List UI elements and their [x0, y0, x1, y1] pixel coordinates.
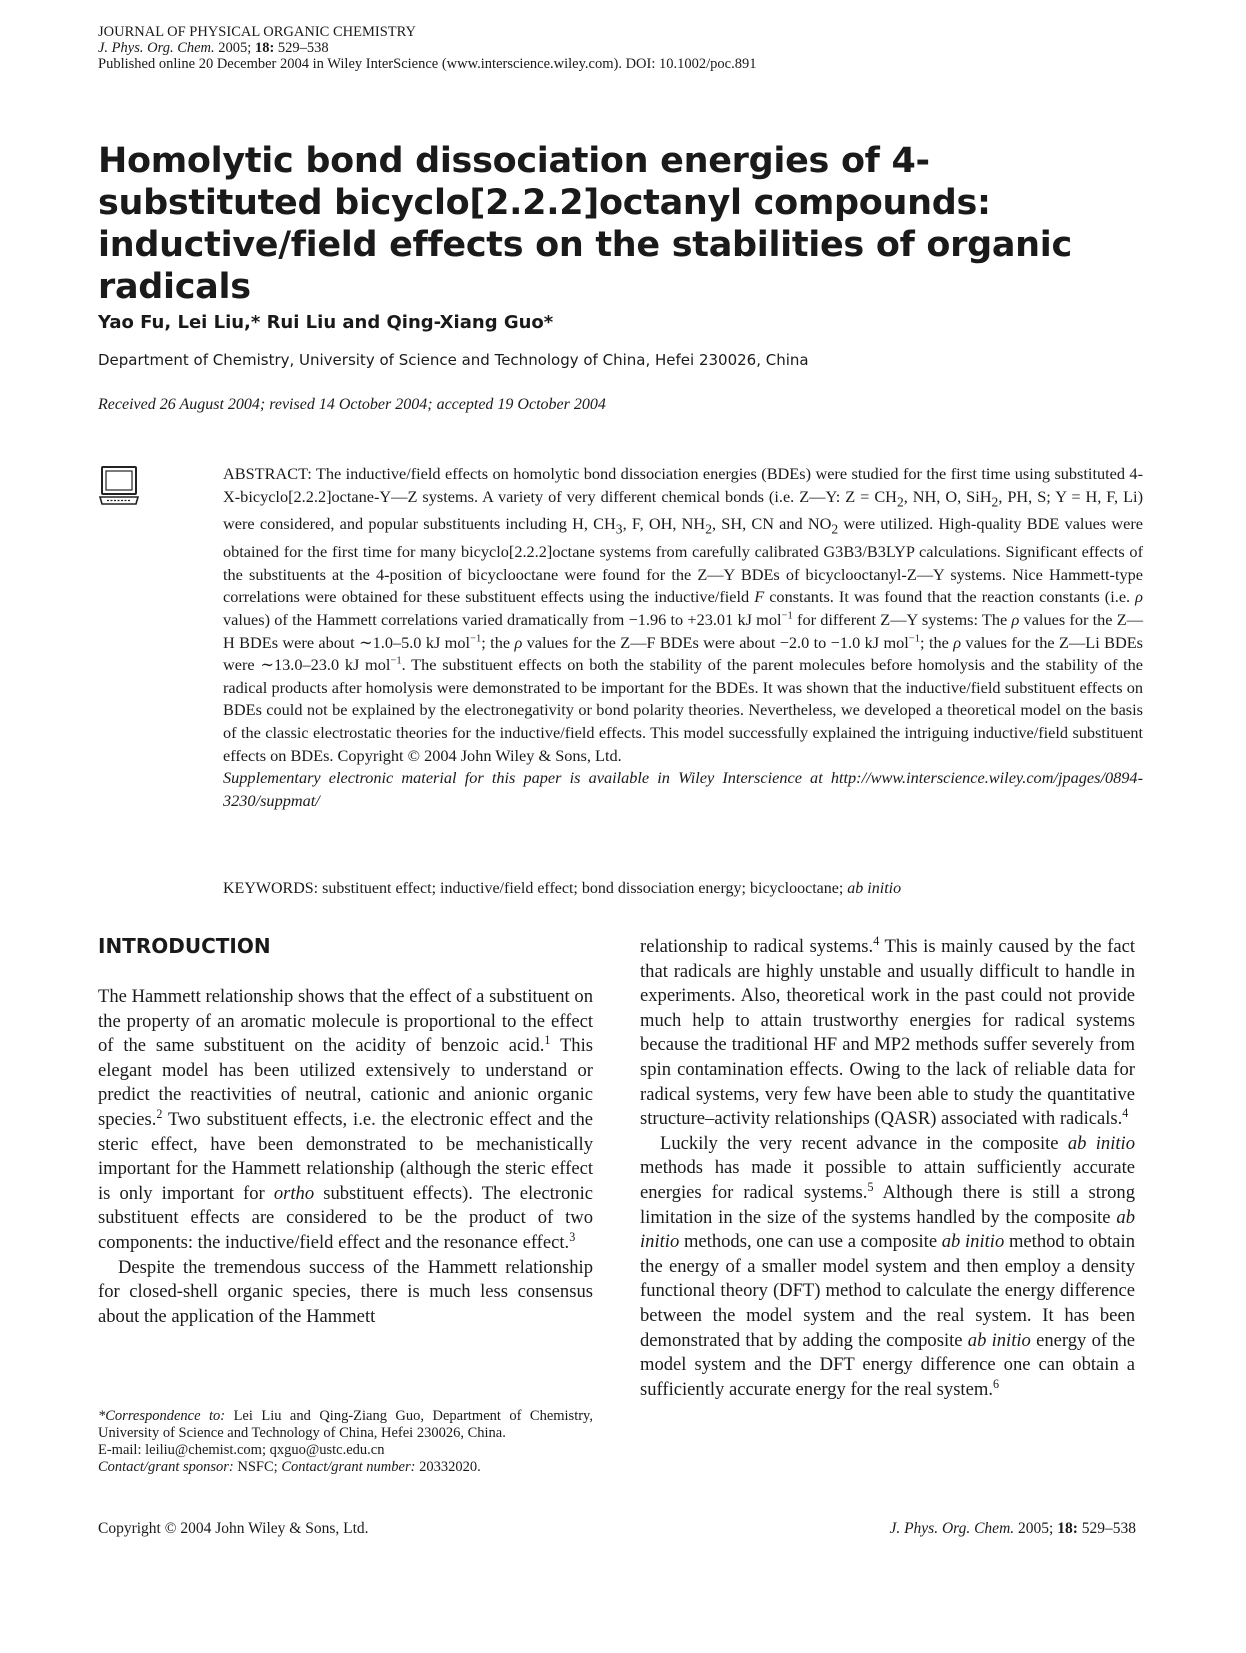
running-header: [98, 24, 756, 72]
affiliation: Department of Chemistry, University of Science and Technology of China, Hefei 230026, China: [98, 351, 809, 369]
citation-line: J. Phys. Org. Chem. 2005; 18: 529–538: [98, 40, 329, 56]
journal-name: JOURNAL OF PHYSICAL ORGANIC CHEMISTRY: [98, 24, 416, 40]
footer-citation: J. Phys. Org. Chem. 2005; 18: 529–538: [889, 1520, 1136, 1537]
published-line: Published online 20 December 2004 in Wiley InterScience (www.interscience.wiley.com). DOI: 10.1002/poc.891: [98, 56, 757, 72]
right-column: [640, 935, 1135, 1402]
keywords: KEYWORDS: substituent effect; inductive/field effect; bond dissociation energy; bicyclooctane; ab initio: [223, 880, 902, 897]
paper-title: Homolytic bond dissociation energies of 4-substituted bicyclo[2.2.2]octanyl compounds: inductive/field effects on the stabilities of organic radicals: [98, 141, 1072, 307]
intro-paragraph-1: The Hammett relationship shows that the effect of a substituent on the property of an aromatic molecule is proportional to the effect of the same substituent on the acidity of benzoic acid.$^1$ This elegant model has been utilized extensively to understand or predict the reactivities of neutral, cationic and anionic organic species.$^2$ Two substituent effects, i.e. the electronic effect and the steric effect, have been demonstrated to be mechanistically important for the Hammett relationship (although the steric effect is only important for ortho substituent effects). The electronic substituent effects are considered to be the product of two components: the inductive/field effect and the resonance effect.$^3$: [98, 986, 593, 1253]
received-dates: Received 26 August 2004; revised 14 October 2004; accepted 19 October 2004: [98, 396, 606, 413]
computer-icon: [98, 466, 140, 506]
left-column: [98, 985, 593, 1329]
supplementary-note: Supplementary electronic material for this paper is available in Wiley Interscience at http://www.interscience.wiley.com/jpages/0894-3230/suppmat/: [223, 768, 1143, 810]
abstract-text: ABSTRACT: The inductive/field effects on homolytic bond dissociation energies (BDEs) were studied for the first time using substituted 4-X-bicyclo[2.2.2]octane-Y—Z systems. A variety of very different chemical bonds (i.e. Z—Y: $Z = CH_2$, NH, O, SiH$_2$, PH, S; Y = H, F, Li) were considered, and popular substituents including H, $CH_3$, F, OH, $NH_2$, SH, CN and $NO_2$ were utilized. High-quality BDE values were obtained for the first time for many bicyclo[2.2.2]octane systems from carefully calibrated G3B3/B3LYP calculations. Significant effects of the substituents at the 4-position of bicyclooctane were found for the Z—Y BDEs of bicyclooctanyl-Z—Y systems. Nice Hammett-type correlations were obtained for these substituent effects using the inductive/field F constants. It was found that the reaction constants (i.e. ρ values) of the Hammett correlations varied dramatically from −1.96 to +23.01 kJ mol$^{-1}$ for different Z—Y systems: The ρ values for the Z—H BDEs were about ∼1.0–5.0 kJ mol$^{-1}$; the ρ values for the Z—F BDEs were about −2.0 to −1.0 kJ mol$^{-1}$; the ρ values for the Z—Li BDEs were ∼13.0–23.0 kJ mol$^{-1}$. The substituent effects on both the stability of the parent molecules before homolysis and the stability of the radical products after homolysis were demonstrated to be important for the BDEs. It was shown that the inductive/field substituent effects on BDEs could not be explained by the electronegativity or bond polarity theories. Nevertheless, we developed a theoretical model on the basis of the classic electrostatic theories for the inductive/field effects. This model successfully explained the intriguing inductive/field substituent effects on BDEs. Copyright © 2004 John Wiley & Sons, Ltd.: [223, 464, 1143, 765]
intro-paragraph-3: relationship to radical systems.$^4$ This is mainly caused by the fact that radicals are highly unstable and usually difficult to handle in experiments. Also, theoretical work in the past could not provide much help to attain trustworthy energies for radical systems because the traditional HF and MP2 methods suffer severely from spin contamination effects. Owing to the lack of reliable data for radical systems, very few have been able to study the quantitative structure–activity relationships (QASR) associated with radicals.$^4$: [640, 933, 1135, 1130]
abstract: [223, 463, 1143, 812]
intro-paragraph-2: Despite the tremendous success of the Hammett relationship for closed-shell organic species, there is much less consensus about the application of the Hammett: [98, 1256, 593, 1327]
email-line: E-mail: leiliu@chemist.com; qxguo@ustc.edu.cn: [98, 1442, 385, 1458]
footer-copyright: Copyright © 2004 John Wiley & Sons, Ltd.: [98, 1520, 369, 1537]
correspondence-footnote: *Correspondence to: Lei Liu and Qing-Ziang Guo, Department of Chemistry, University of Science and Technology of China, Hefei 230026, China. E-mail: leiliu@chemist.com; qxguo@ustc.edu.cn Contact/grant sponsor: NSFC; Contact/grant number: 20332020.: [98, 1408, 593, 1475]
grant-line: Contact/grant sponsor: NSFC; Contact/grant number: 20332020.: [98, 1459, 481, 1475]
section-heading-introduction: INTRODUCTION: [98, 934, 271, 958]
intro-paragraph-4: Luckily the very recent advance in the composite ab initio methods has made it possible to attain sufficiently accurate energies for radical systems.$^5$ Although there is still a strong limitation in the size of the systems handled by the composite ab initio methods, one can use a composite ab initio method to obtain the energy of a smaller model system and then employ a density functional theory (DFT) method to calculate the energy difference between the model system and the real system. It has been demonstrated that by adding the composite ab initio energy of the model system and the DFT energy difference one can obtain a sufficiently accurate energy for the real system.$^6$: [640, 1132, 1136, 1400]
author-list: Yao Fu, Lei Liu,* Rui Liu and Qing-Xiang Guo*: [98, 312, 554, 333]
